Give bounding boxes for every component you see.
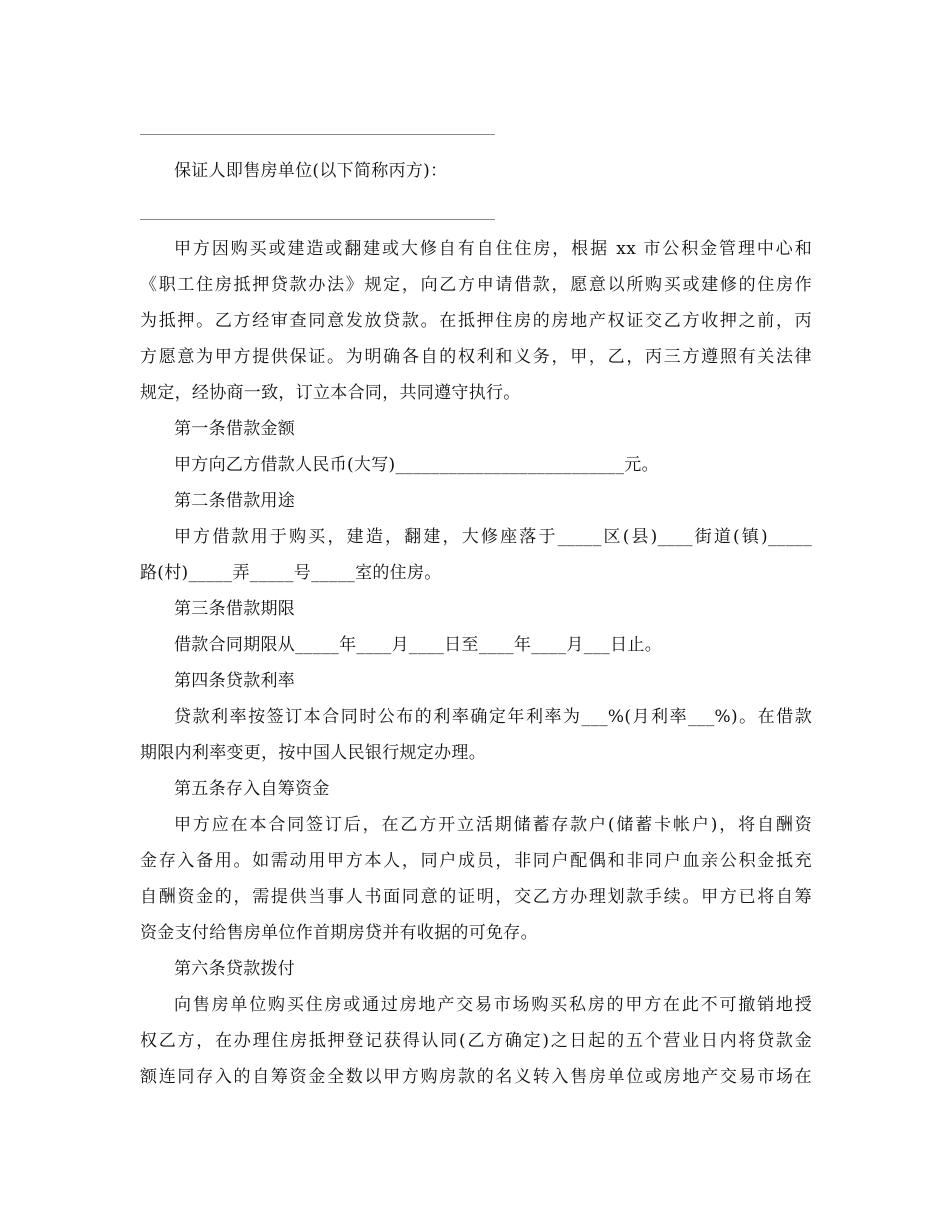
text-line: 资金支付给售房单位作首期房贷并有收据的可免存。 — [140, 923, 538, 943]
intro-paragraph — [140, 231, 812, 411]
text-line: 甲方因购买或建造或翻建或大修自有自住住房，根据 xx 市公积金管理中心和 — [174, 239, 812, 259]
article-2-body — [140, 519, 812, 591]
blank-fill-line — [140, 219, 495, 220]
article-3-body: 借款合同期限从_____年____月____日至____年____月___日止。 — [174, 635, 662, 655]
text-line: 规定，经协商一致，订立本合同，共同遵守执行。 — [140, 383, 521, 403]
document-body — [140, 134, 812, 1095]
text-line: 《职工住房抵押贷款办法》规定，向乙方申请借款，愿意以所购买或建修的住房作 — [140, 275, 812, 295]
blank-fill-line — [140, 134, 495, 135]
article-1-title: 第一条借款金额 — [174, 419, 296, 439]
text-line: 金存入备用。如需动用甲方本人，同户成员，非同户配偶和非同户血亲公积金抵充 — [140, 851, 812, 871]
article-6-title: 第六条贷款拨付 — [174, 959, 296, 979]
article-3-title: 第三条借款期限 — [174, 599, 296, 619]
guarantor-line: 保证人即售房单位(以下简称丙方)： — [174, 161, 448, 181]
article-4-body — [140, 699, 812, 771]
text-line: 甲方应在本合同签订后，在乙方开立活期储蓄存款户(储蓄卡帐户)，将自酬资 — [174, 815, 812, 835]
article-2-title: 第二条借款用途 — [174, 491, 296, 511]
text-line: 贷款利率按签订本合同时公布的利率确定年利率为___%(月利率___%)。在借款 — [174, 707, 812, 727]
article-6-body — [140, 987, 812, 1095]
text-line: 为抵押。乙方经审查同意发放贷款。在抵押住房的房地产权证交乙方收押之前，丙 — [140, 311, 812, 331]
text-line: 自酬资金的，需提供当事人书面同意的证明，交乙方办理划款手续。甲方已将自筹 — [140, 887, 812, 907]
text-line: 甲方借款用于购买，建造，翻建，大修座落于_____区(县)____街道(镇)_____ — [174, 527, 812, 547]
text-line: 方愿意为甲方提供保证。为明确各自的权利和义务，甲，乙，丙三方遵照有关法律 — [140, 347, 812, 367]
article-5-title: 第五条存入自筹资金 — [174, 779, 330, 799]
text-line: 额连同存入的自筹资金全数以甲方购房款的名义转入售房单位或房地产交易市场在 — [140, 1067, 812, 1087]
text-line: 权乙方，在办理住房抵押登记获得认同(乙方确定)之日起的五个营业日内将贷款金 — [140, 1031, 812, 1051]
text-line: 向售房单位购买住房或通过房地产交易市场购买私房的甲方在此不可撤销地授 — [174, 995, 812, 1015]
text-line: 路(村)_____弄_____号_____室的住房。 — [140, 563, 442, 583]
text-line: 期限内利率变更，按中国人民银行规定办理。 — [140, 743, 486, 763]
article-1-body: 甲方向乙方借款人民币(大写)__________________________元。 — [174, 455, 659, 475]
article-4-title: 第四条贷款利率 — [174, 671, 296, 691]
article-5-body — [140, 807, 812, 951]
